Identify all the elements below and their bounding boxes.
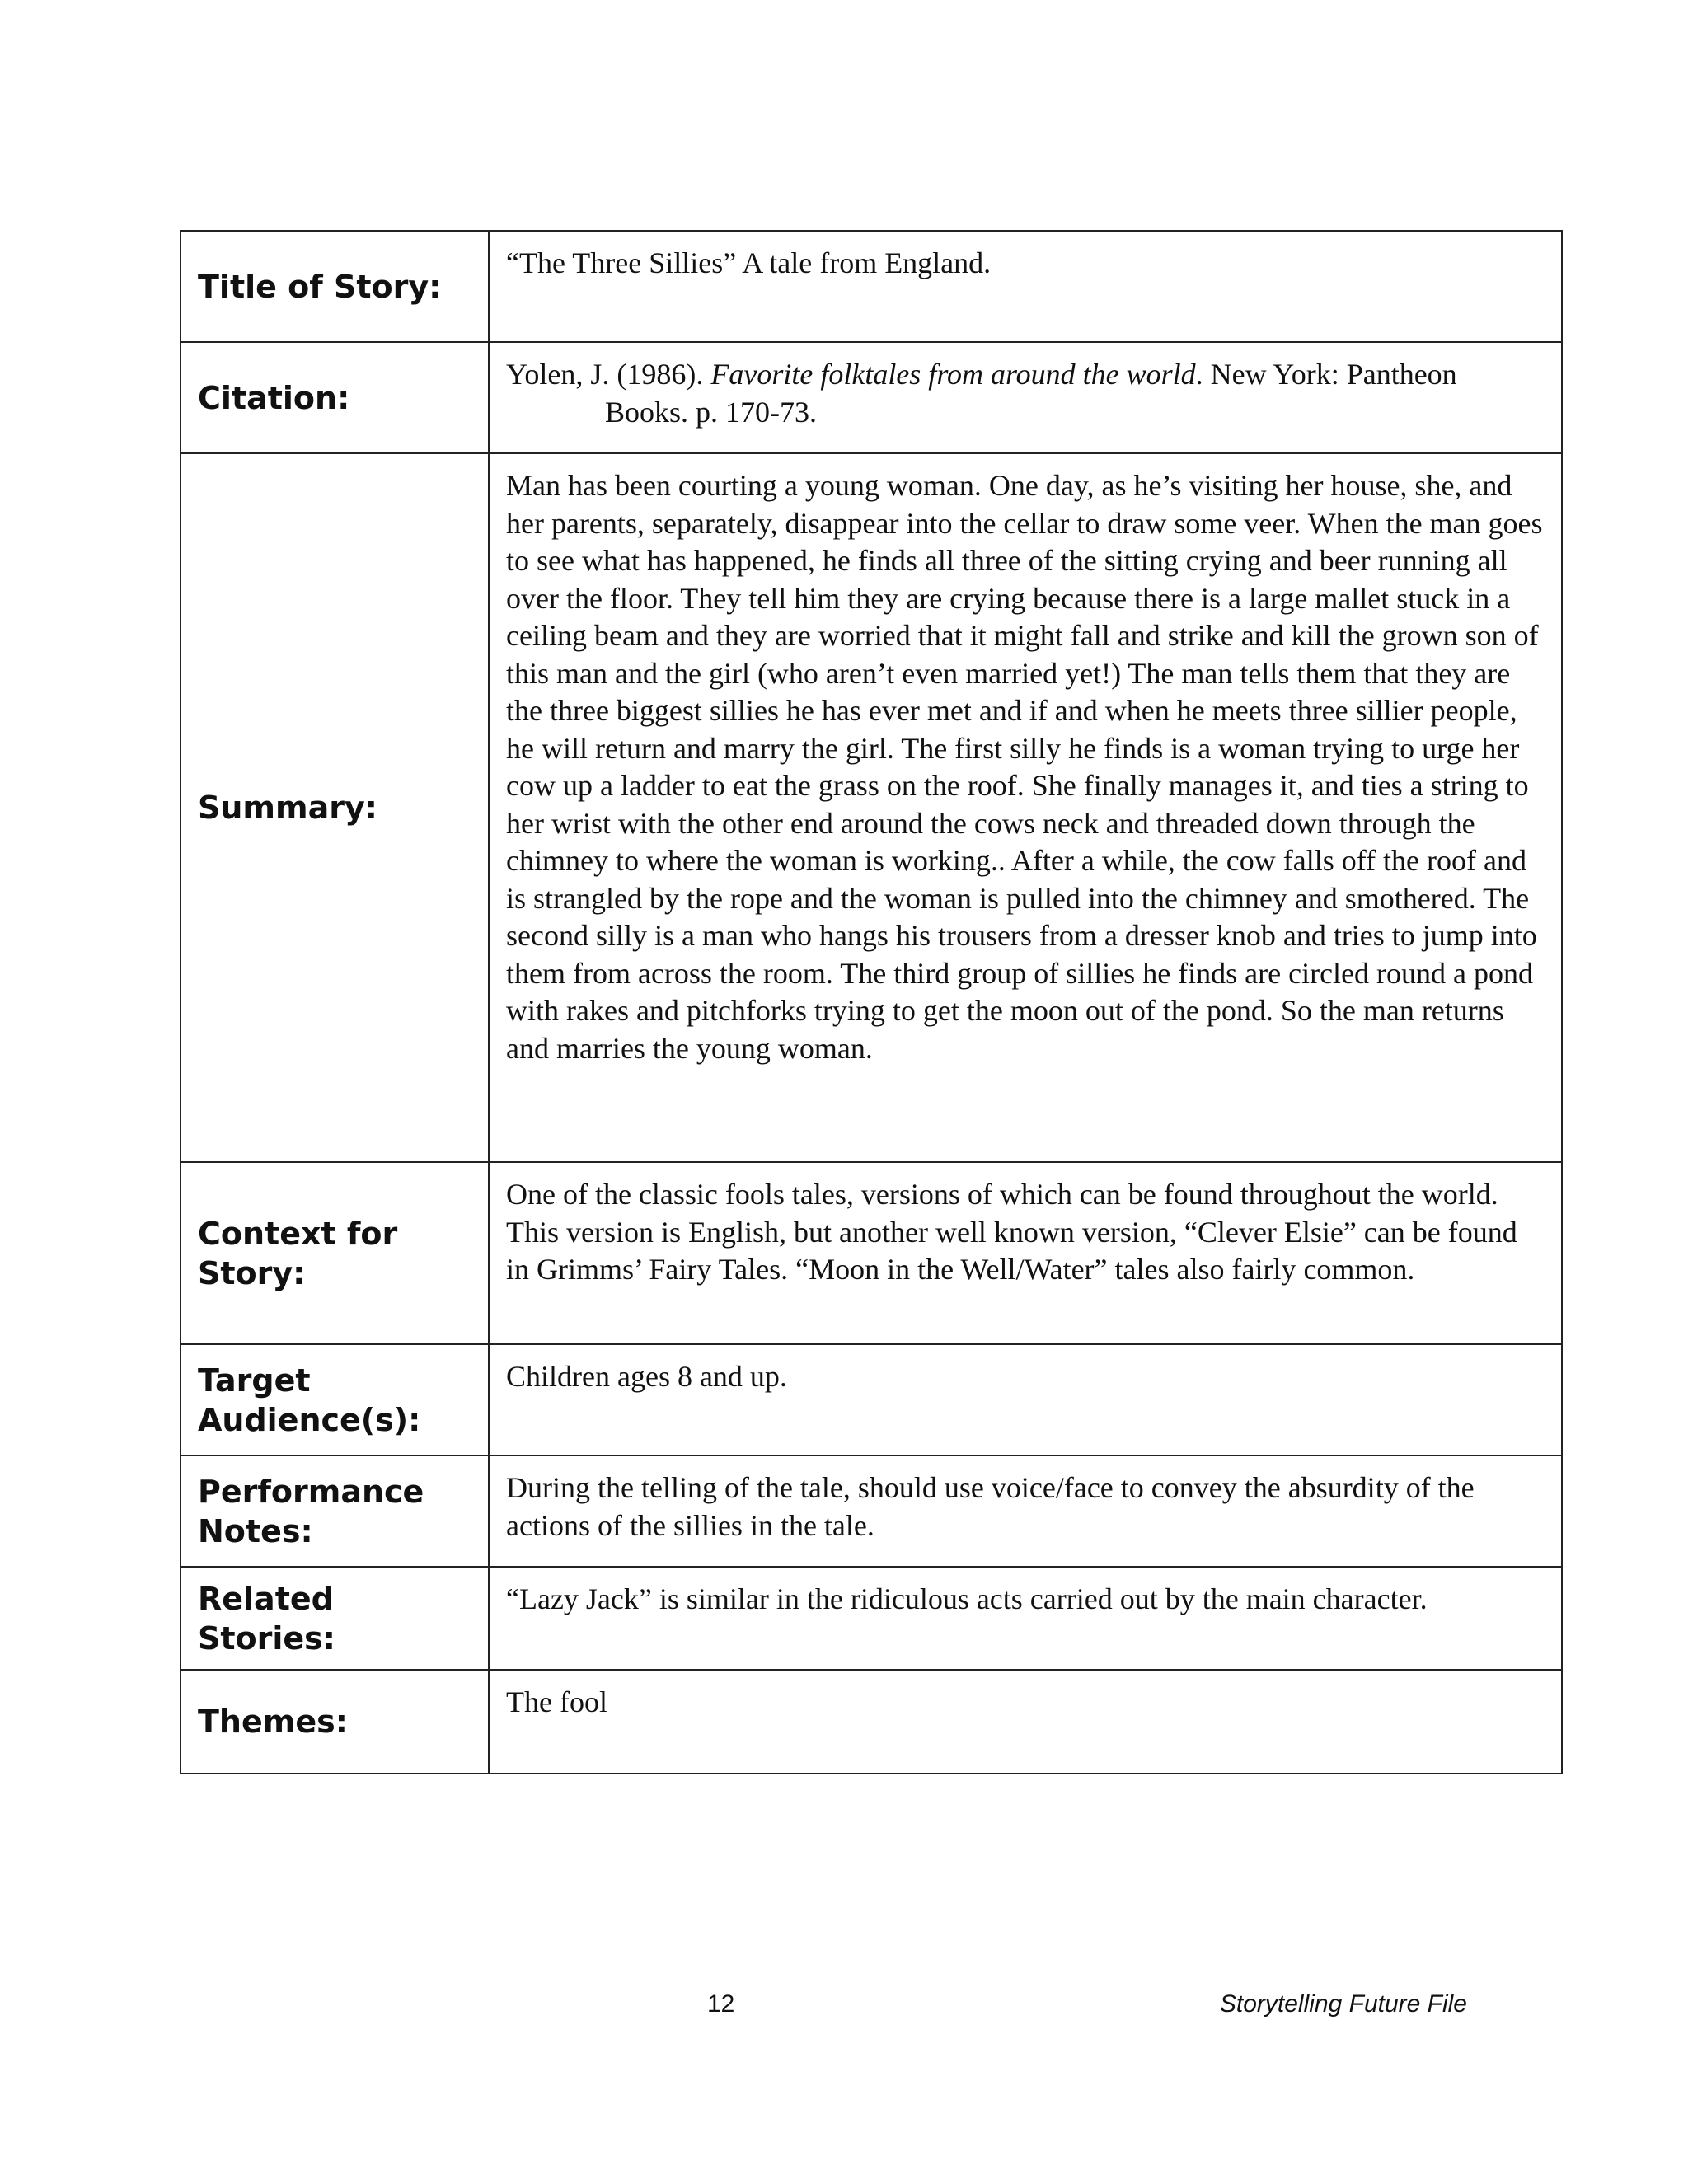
value-title: “The Three Sillies” A tale from England.	[489, 231, 1562, 342]
value-summary: Man has been courting a young woman. One day, as he’s visiting her house, she, and her parents, separately, disappear into the cellar to draw some veer. When the man goes to see what has happened, he finds all three of the sitting crying and beer running all over the floor. They tell him they are crying because there is a large mallet stuck in a ceiling beam and they are worried that it might fall and strike and kill the grown son of this man and the girl (who aren’t even married yet!) The man tells them that they are the three biggest sillies he has ever met and if and when he meets three sillier people, he will return and marry the girl. The first silly he finds is a woman trying to urge her cow up a ladder to eat the grass on the roof. She finally manages it, and ties a string to her wrist with the other end around the cows neck and threaded down through the chimney to where the woman is working.. After a while, the cow falls off the roof and is strangled by the rope and the woman is pulled into the chimney and smothered. The second silly is a man who hangs his trousers from a dresser knob and tries to jump into them from across the room. The third group of sillies he finds are circled round a pond with rakes and pitchforks trying to get the moon out of the pond. So the man returns and marries the young woman.	[489, 453, 1562, 1162]
row-citation	[181, 342, 1562, 453]
row-context	[181, 1162, 1562, 1344]
page-number: 12	[707, 1990, 735, 2018]
label-related-stories-text: Related Stories:	[198, 1580, 335, 1657]
document-title: Storytelling Future File	[1219, 1990, 1467, 2018]
label-audience-line-2: Audience(s):	[198, 1401, 421, 1438]
citation-publisher: . New York: Pantheon Books. p. 170-73.	[605, 358, 1457, 429]
citation-entry	[506, 356, 1545, 431]
label-performance-line-1: Performance	[198, 1473, 424, 1510]
value-themes: The fool	[489, 1670, 1562, 1774]
label-context-line-2: Story:	[198, 1254, 306, 1291]
value-performance-notes: During the telling of the tale, should use voice/face to convey the absurdity of the actions of the sillies in the tale.	[489, 1455, 1562, 1567]
row-performance-notes	[181, 1455, 1562, 1567]
citation-book-title: Favorite folktales from around the world	[710, 358, 1196, 391]
label-audience	[181, 1344, 489, 1455]
label-title-text: Title of Story:	[198, 268, 442, 305]
label-related-stories	[181, 1567, 489, 1670]
label-audience-line-1: Target	[198, 1361, 311, 1399]
label-themes-text: Themes:	[198, 1704, 348, 1740]
citation-author-year: Yolen, J. (1986).	[506, 358, 711, 391]
row-themes	[181, 1670, 1562, 1774]
label-performance-line-2: Notes:	[198, 1512, 313, 1549]
label-citation-text: Citation:	[198, 379, 350, 416]
row-title	[181, 231, 1562, 342]
row-related-stories	[181, 1567, 1562, 1670]
label-citation	[181, 342, 489, 453]
label-title	[181, 231, 489, 342]
label-context-line-1: Context for	[198, 1215, 398, 1252]
label-context	[181, 1162, 489, 1344]
row-summary	[181, 453, 1562, 1162]
value-audience: Children ages 8 and up.	[489, 1344, 1562, 1455]
value-related-stories: “Lazy Jack” is similar in the ridiculous acts carried out by the main character.	[489, 1567, 1562, 1670]
value-citation	[489, 342, 1562, 453]
label-summary-text: Summary:	[198, 790, 377, 826]
label-summary	[181, 453, 489, 1162]
row-audience	[181, 1344, 1562, 1455]
story-record-table	[180, 230, 1563, 1774]
label-performance-notes	[181, 1455, 489, 1567]
label-themes	[181, 1670, 489, 1774]
value-context: One of the classic fools tales, versions of which can be found throughout the world. This version is English, but another well known version, “Clever Elsie” can be found in Grimms’ Fairy Tales. “Moon in the Well/Water” tales also fairly common.	[489, 1162, 1562, 1344]
